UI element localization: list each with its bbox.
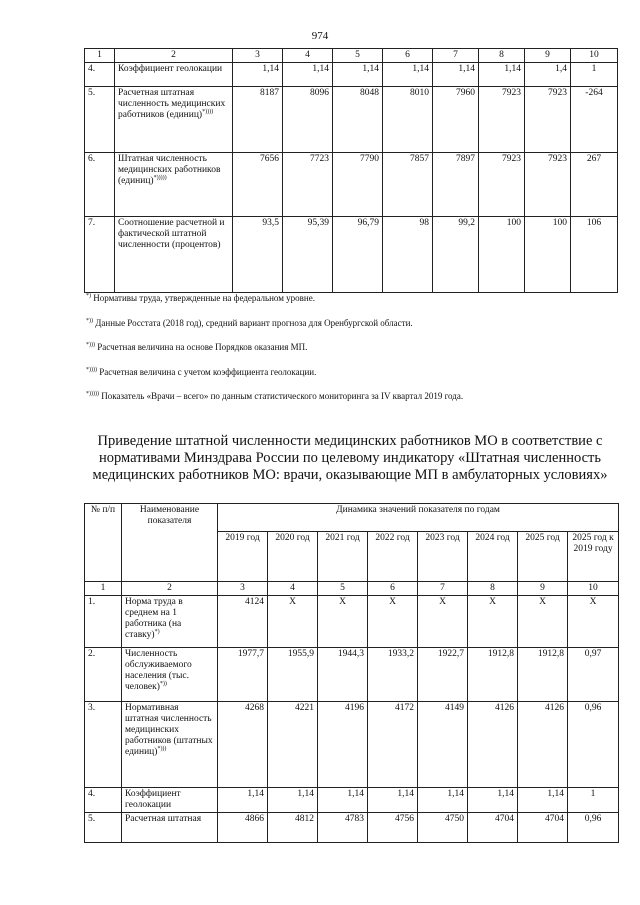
col-name: Наименование показателя (122, 504, 218, 582)
row-number: 7. (85, 217, 115, 293)
value-cell: 1,4 (525, 63, 571, 87)
footnote-text: Данные Росстата (2018 год), средний вариант прогноза для Оренбургской области. (95, 317, 413, 328)
footnotes (86, 293, 606, 416)
header-cell: 5 (333, 49, 383, 63)
year-cell: 2025 год к 2019 году (568, 532, 619, 582)
value-cell: 1933,2 (368, 648, 418, 702)
footnote-mark: *)) (86, 317, 93, 324)
value-cell: 4866 (218, 813, 268, 843)
value-cell: Х (268, 596, 318, 648)
year-cell: 2023 год (418, 532, 468, 582)
row-name-text: Штатная численность медицинских работников (единиц) (118, 154, 221, 186)
value-cell: 1,14 (418, 788, 468, 813)
value-cell: 1912,8 (518, 648, 568, 702)
footnote-text: Расчетная величина с учетом коэффициента геолокации. (99, 366, 317, 377)
footnote (86, 367, 606, 378)
row-number: 4. (85, 63, 115, 87)
row-name-text: Соотношение расчетной и фактической штатной численности (процентов) (118, 218, 225, 250)
value-cell: 1,14 (218, 788, 268, 813)
footnote (86, 342, 606, 353)
value-cell: Х (318, 596, 368, 648)
table-header-row (85, 504, 619, 532)
table-row (85, 648, 619, 702)
footnote-mark: *) (154, 628, 160, 635)
table-row (85, 63, 618, 87)
year-cell: 2019 год (218, 532, 268, 582)
row-name-text: Норма труда в среднем на 1 работника (на ставку) (125, 597, 183, 640)
value-cell: Х (368, 596, 418, 648)
table-row (85, 813, 619, 843)
value-cell: Х (568, 596, 619, 648)
value-cell: 8048 (333, 87, 383, 153)
table-row (85, 87, 618, 153)
header-cell: 1 (85, 49, 115, 63)
row-name-text: Расчетная штатная (125, 814, 202, 824)
row-name (122, 596, 218, 648)
value-cell: 4196 (318, 702, 368, 788)
value-cell: 1,14 (283, 63, 333, 87)
value-cell: 7923 (525, 153, 571, 217)
footnote-mark: *)))) (86, 366, 97, 373)
number-cell: 9 (518, 582, 568, 596)
value-cell: 7960 (433, 87, 479, 153)
value-cell: 98 (383, 217, 433, 293)
value-cell: 4221 (268, 702, 318, 788)
row-number: 3. (85, 702, 122, 788)
table-row (85, 702, 619, 788)
header-cell: 7 (433, 49, 479, 63)
year-cell: 2020 год (268, 532, 318, 582)
footnote (86, 293, 606, 304)
value-cell: 1,14 (433, 63, 479, 87)
footnote-mark: *)) (159, 680, 167, 687)
value-cell: 7790 (333, 153, 383, 217)
value-cell: 7923 (479, 87, 525, 153)
value-cell: 4126 (518, 702, 568, 788)
value-cell: 1,14 (333, 63, 383, 87)
row-number: 2. (85, 648, 122, 702)
value-cell: 96,79 (333, 217, 383, 293)
footnote-text: Показатель «Врачи – всего» по данным статистического мониторинга за IV квартал 2019 года. (101, 391, 464, 401)
value-cell: 4126 (468, 702, 518, 788)
row-name-text: Коэффициент геолокации (118, 64, 223, 74)
value-cell: 4756 (368, 813, 418, 843)
header-cell: 3 (233, 49, 283, 63)
value-cell: 1,14 (268, 788, 318, 813)
value-cell: 4704 (468, 813, 518, 843)
col-number: № п/п (85, 504, 122, 582)
value-cell: 100 (525, 217, 571, 293)
value-cell: 1,14 (518, 788, 568, 813)
row-number: 5. (85, 813, 122, 843)
number-cell: 8 (468, 582, 518, 596)
table-row (85, 596, 619, 648)
row-name (122, 702, 218, 788)
footnote-mark: *))) (86, 342, 95, 348)
value-cell: 1944,3 (318, 648, 368, 702)
value-cell: 4268 (218, 702, 268, 788)
table-number-row (85, 582, 619, 596)
row-name (122, 813, 218, 843)
value-cell: 0,96 (568, 702, 619, 788)
row-name-text: Нормативная штатная численность медицинских работников (штатных единиц) (125, 703, 213, 757)
number-cell: 7 (418, 582, 468, 596)
footnote (86, 318, 606, 329)
value-cell: 1955,9 (268, 648, 318, 702)
table-row (85, 217, 618, 293)
value-cell: 4704 (518, 813, 568, 843)
value-cell: 1912,8 (468, 648, 518, 702)
row-number: 1. (85, 596, 122, 648)
value-cell: 4124 (218, 596, 268, 648)
value-cell: 1,14 (318, 788, 368, 813)
value-cell: 1,14 (233, 63, 283, 87)
value-cell: Х (418, 596, 468, 648)
value-cell: 4172 (368, 702, 418, 788)
footnote-text: Нормативы труда, утвержденные на федеральном уровне. (93, 293, 315, 303)
value-cell: 1,14 (468, 788, 518, 813)
row-name (115, 153, 233, 217)
value-cell: 7857 (383, 153, 433, 217)
row-number: 4. (85, 788, 122, 813)
value-cell: Х (468, 596, 518, 648)
row-name (122, 788, 218, 813)
value-cell: 1,14 (479, 63, 525, 87)
value-cell: 93,5 (233, 217, 283, 293)
footnote-mark: *))) (157, 745, 167, 752)
value-cell: 95,39 (283, 217, 333, 293)
value-cell: 4750 (418, 813, 468, 843)
value-cell: 100 (479, 217, 525, 293)
value-cell: 267 (571, 153, 618, 217)
header-cell: 4 (283, 49, 333, 63)
table-continuation (84, 48, 618, 293)
value-cell: 99,2 (433, 217, 479, 293)
row-name-text: Расчетная штатная численность медицинских работников (единиц) (118, 88, 226, 120)
number-cell: 10 (568, 582, 619, 596)
value-cell: 8187 (233, 87, 283, 153)
footnote-text: Расчетная величина на основе Порядков оказания МП. (97, 342, 308, 352)
row-name (122, 648, 218, 702)
year-cell: 2025 год (518, 532, 568, 582)
footnote-mark: *) (86, 293, 91, 299)
value-cell: -264 (571, 87, 618, 153)
value-cell: 7723 (283, 153, 333, 217)
page-number: 974 (311, 30, 329, 42)
year-cell: 2022 год (368, 532, 418, 582)
header-cell: 2 (115, 49, 233, 63)
number-cell: 5 (318, 582, 368, 596)
value-cell: 1 (568, 788, 619, 813)
row-name (115, 217, 233, 293)
row-name-text: Коэффициент геолокации (125, 789, 181, 810)
year-cell: 2021 год (318, 532, 368, 582)
value-cell: 0,96 (568, 813, 619, 843)
value-cell: 8010 (383, 87, 433, 153)
number-cell: 3 (218, 582, 268, 596)
value-cell: 7656 (233, 153, 283, 217)
row-number: 5. (85, 87, 115, 153)
value-cell: 0,97 (568, 648, 619, 702)
value-cell: 1977,7 (218, 648, 268, 702)
footnote (86, 391, 606, 402)
row-name (115, 87, 233, 153)
value-cell: 7923 (479, 153, 525, 217)
value-cell: 8096 (283, 87, 333, 153)
header-cell: 10 (571, 49, 618, 63)
value-cell: 1922,7 (418, 648, 468, 702)
table-header-row (85, 49, 618, 63)
year-cell: 2024 год (468, 532, 518, 582)
footnote-mark: *)))) (202, 108, 214, 115)
table-staffing (84, 503, 619, 843)
number-cell: 2 (122, 582, 218, 596)
footnote-mark: *))))) (153, 174, 167, 181)
footnote-mark: *))))) (86, 391, 99, 397)
value-cell: Х (518, 596, 568, 648)
value-cell: 106 (571, 217, 618, 293)
number-cell: 1 (85, 582, 122, 596)
header-cell: 8 (479, 49, 525, 63)
col-dynamics: Динамика значений показателя по годам (218, 504, 619, 532)
number-cell: 6 (368, 582, 418, 596)
number-cell: 4 (268, 582, 318, 596)
value-cell: 7897 (433, 153, 479, 217)
value-cell: 1,14 (368, 788, 418, 813)
section-heading: Приведение штатной численности медицинских работников МО в соответствие с нормативами Минздрава России по целевому индикатору «Штатная численность медицинских работников МО: врачи, оказывающие МП в амбулаторных условиях» (92, 433, 608, 483)
header-cell: 9 (525, 49, 571, 63)
value-cell: 4783 (318, 813, 368, 843)
row-name-text: Численность обслуживаемого населения (тыс. человек) (125, 649, 192, 692)
row-name (115, 63, 233, 87)
value-cell: 4149 (418, 702, 468, 788)
value-cell: 1,14 (383, 63, 433, 87)
value-cell: 7923 (525, 87, 571, 153)
value-cell: 1 (571, 63, 618, 87)
table-row (85, 153, 618, 217)
table-row (85, 788, 619, 813)
header-cell: 6 (383, 49, 433, 63)
value-cell: 4812 (268, 813, 318, 843)
row-number: 6. (85, 153, 115, 217)
